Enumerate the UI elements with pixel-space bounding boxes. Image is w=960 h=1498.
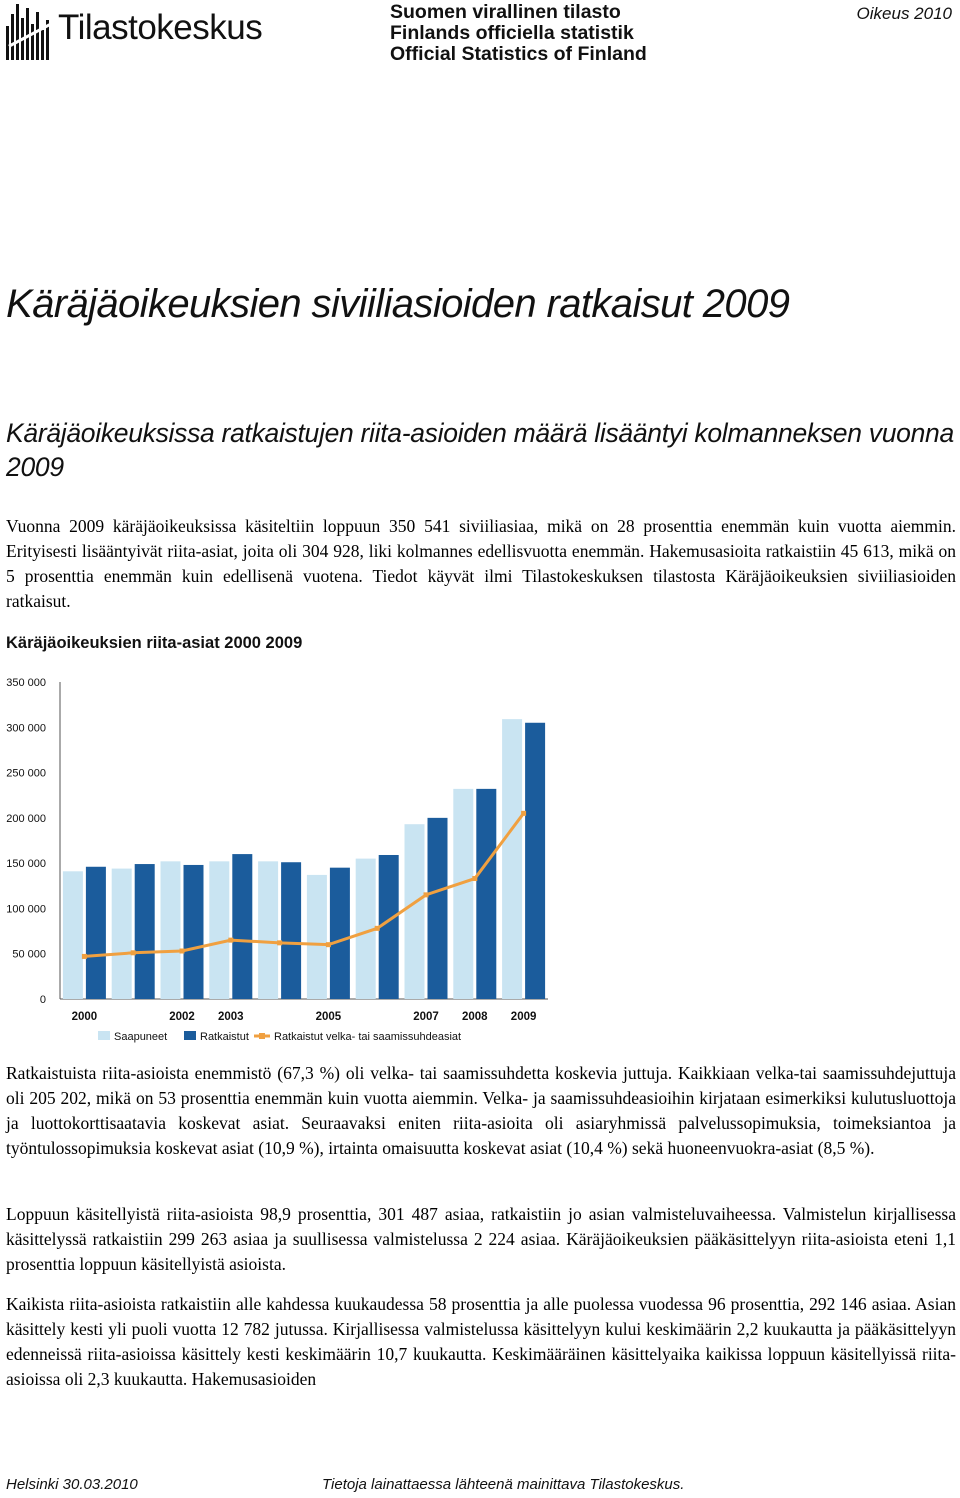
page-subtitle: Käräjäoikeuksissa ratkaistujen riita-asioiden määrä lisääntyi kolmanneksen vuonna 2009: [6, 418, 954, 482]
line-point-2005: [326, 942, 331, 947]
legend-swatch-1: [184, 1031, 196, 1040]
legend-swatch-marker: [259, 1033, 265, 1039]
page-header: [0, 0, 960, 70]
y-tick-label: 250 000: [6, 767, 46, 780]
official-line-en: Official Statistics of Finland: [390, 43, 647, 65]
y-tick-label: 100 000: [6, 903, 46, 916]
bar-ratkaistut-2008: [476, 789, 496, 999]
bar-ratkaistut-2000: [86, 867, 106, 999]
bar-saapuneet-2007: [405, 824, 425, 999]
x-tick-label: 2007: [413, 1011, 439, 1023]
bar-saapuneet-2001: [112, 869, 132, 999]
bar-ratkaistut-2004: [281, 862, 301, 999]
line-point-2006: [375, 926, 380, 931]
footer-notice: Tietoja lainattaessa lähteenä mainittava Tilastokeskus.: [322, 1476, 685, 1493]
y-tick-label: 200 000: [6, 812, 46, 825]
line-point-2000: [82, 954, 87, 959]
x-tick-label: 2008: [462, 1011, 488, 1023]
bar-ratkaistut-2002: [184, 865, 204, 999]
x-tick-label: 2005: [315, 1011, 342, 1023]
x-tick-label: 2009: [510, 1011, 537, 1023]
tilastokeskus-logo-icon: [6, 4, 54, 60]
x-tick-label: 2003: [218, 1011, 244, 1023]
bar-ratkaistut-2003: [232, 854, 252, 999]
legend-label-0: Saapuneet: [114, 1031, 168, 1043]
bar-saapuneet-2003: [209, 861, 229, 999]
bar-ratkaistut-2007: [428, 818, 448, 999]
body-paragraph-3: Kaikista riita-asioista ratkaistiin alle kahdessa kuukaudessa 58 prosenttia ja alle puolessa vuodessa 96 prosenttia, 292 146 asiaa. Asian käsittely kesti yli puoli vuotta 12 782 jutussa. Kirjallisessa valmistelussa käsittelyyn kului keskimäärin 2,2 kuukautta ja pääkäsittelyyn edenneissä riita-asioissa käsittely kesti keskimäärin 10,7 kuukautta. Keskimääräinen käsittelyaika kaikissa loppuun käsitellyissä riita-asioissa oli 2,3 kuukautta. Hakemusasioiden: [6, 1294, 956, 1389]
legend-label-2: Ratkaistut velka- tai saamissuhdeasiat: [274, 1031, 462, 1043]
y-tick-label: 350 000: [6, 677, 46, 689]
official-line-sv: Finlands officiella statistik: [390, 22, 634, 44]
official-statistics-label: [390, 2, 647, 65]
legend-label-1: Ratkaistut: [200, 1031, 249, 1043]
bar-saapuneet-2008: [453, 789, 473, 999]
bar-saapuneet-2005: [307, 875, 327, 999]
line-point-2008: [472, 876, 477, 881]
bar-ratkaistut-2009: [525, 723, 545, 999]
y-tick-label: 150 000: [6, 858, 46, 871]
y-tick-label: 50 000: [12, 948, 46, 961]
line-point-2009: [521, 811, 526, 816]
bar-ratkaistut-2005: [330, 868, 350, 999]
riita-asiat-chart: [0, 668, 960, 1053]
intro-paragraph: Vuonna 2009 käräjäoikeuksissa käsiteltiin loppuun 350 541 siviiliasiaa, mikä on 28 prosenttia enemmän kuin vuotta aiemmin. Erityisesti lisääntyivät riita-asiat, joita oli 304 928, liki kolmannes edellisvuotta enemmän. Hakemusasioita ratkaistiin 45 613, mikä on 5 prosenttia enemmän kuin edellisenä vuotena. Tiedot käyvät ilmi Tilastokeskuksen tilastosta Käräjäoikeuksien siviiliasioiden ratkaisut.: [6, 516, 956, 611]
bar-saapuneet-2004: [258, 861, 278, 999]
chart-title: Käräjäoikeuksien riita-asiat 2000 2009: [6, 634, 303, 652]
line-point-2007: [424, 892, 429, 897]
line-point-2004: [277, 940, 282, 945]
bar-saapuneet-2000: [63, 871, 83, 999]
footer-place-date: Helsinki 30.03.2010: [6, 1476, 138, 1493]
line-point-2002: [180, 948, 185, 953]
legend-swatch-0: [98, 1031, 110, 1040]
logo-wordmark: Tilastokeskus: [58, 8, 263, 47]
bar-saapuneet-2009: [502, 719, 522, 999]
page-title: Käräjäoikeuksien siviiliasioiden ratkaisut 2009: [6, 282, 790, 326]
y-tick-label: 0: [39, 994, 46, 1006]
line-point-2003: [228, 938, 233, 943]
line-point-2001: [131, 950, 136, 955]
official-line-fi: Suomen virallinen tilasto: [390, 1, 621, 23]
body-paragraph-1: Ratkaistuista riita-asioista enemmistö (67,3 %) oli velka- tai saamissuhdetta koskevia juttuja. Kaikkiaan velka-tai saamissuhdejuttuja oli 205 202, mikä on 53 prosenttia enemmän kuin vuotta aiemmin. Velka- ja saamissuhdeasioihin kirjataan esimerkiksi kulutusluottoja ja luottokorttisaatavia koskevat asiat. Seuraavaksi eniten riita-asioita oli asiaryhmissä palvelussopimuksia, toimeksiantoa ja työntulossopimuksia koskevat asiat (10,9 %), irtainta omaisuutta koskevat asiat (10,4 %) sekä huoneenvuokra-asiat (8,5 %).: [6, 1063, 956, 1158]
bar-saapuneet-2002: [161, 861, 181, 999]
series-label: Oikeus 2010: [856, 4, 952, 23]
x-tick-label: 2000: [71, 1011, 98, 1023]
x-tick-label: 2002: [169, 1011, 195, 1023]
body-paragraph-2: Loppuun käsitellyistä riita-asioista 98,9 prosenttia, 301 487 asiaa, ratkaistiin jo asian valmisteluvaiheessa. Valmistelun kirjallisessa käsittelyssä ratkaistiin 299 263 asiaa ja suullisessa valmistelussa 2 224 asiaa. Käräjäoikeuksien pääkäsittelyyn riita-asioista eteni 1,1 prosenttia loppuun käsitellyistä asioista.: [6, 1204, 956, 1274]
y-tick-label: 300 000: [6, 722, 46, 735]
bar-ratkaistut-2001: [135, 864, 155, 999]
